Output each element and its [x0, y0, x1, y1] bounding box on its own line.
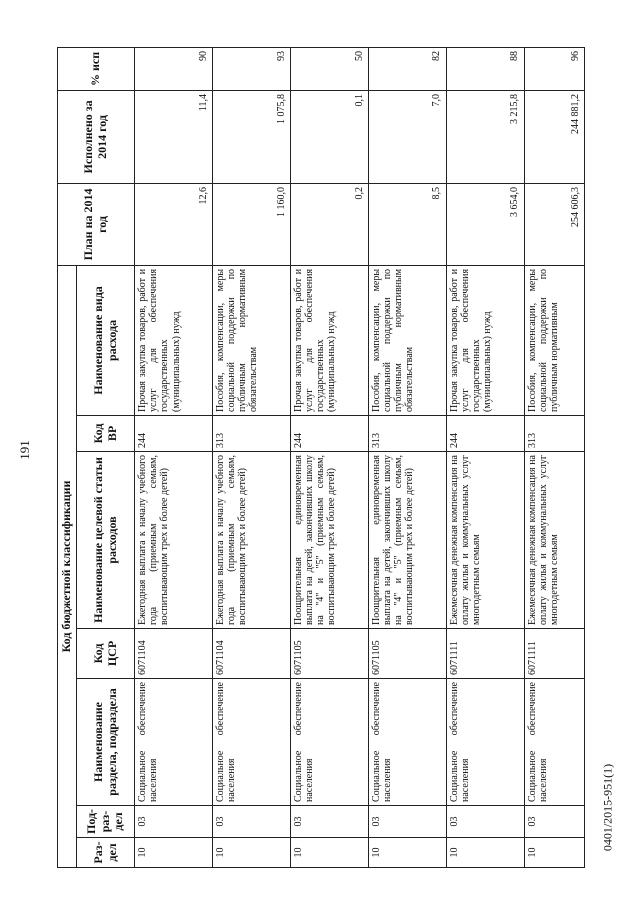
header-kod-csr: Код ЦСР — [77, 629, 135, 679]
cell-naim-razdela: Социальное обеспечение населения — [446, 679, 524, 806]
cell-kod-vr: 313 — [212, 416, 290, 452]
table-row — [446, 47, 524, 867]
header-naim-vr: Наименование вида расхода — [77, 265, 135, 415]
cell-naim-vr: Прочая закупка товаров, работ и услуг для обеспечения государственных (муниципальных) нужд — [446, 265, 524, 415]
cell-kod-csr: 6071105 — [290, 629, 368, 679]
cell-naim-csr: Поощрительная единовременная выплата на детей, закончивших школу на "4" и "5" (приемным семьям, воспитывающим трех и более детей) — [290, 452, 368, 629]
cell-pct: 82 — [368, 47, 446, 90]
cell-podrazdel: 03 — [212, 806, 290, 838]
cell-plan: 254 606,3 — [524, 183, 584, 265]
cell-podrazdel: 03 — [446, 806, 524, 838]
cell-plan: 8,5 — [368, 183, 446, 265]
cell-naim-vr: Прочая закупка товаров, работ и услуг для обеспечения государственных (муниципальных) нужд — [290, 265, 368, 415]
cell-kod-vr: 244 — [290, 416, 368, 452]
cell-ispolneno: 0,1 — [290, 90, 368, 183]
header-podrazdel: Под-раз-дел — [77, 806, 135, 838]
header-ispolneno: Исполнено за 2014 год — [58, 90, 135, 183]
cell-razdel: 10 — [446, 838, 524, 868]
cell-kod-csr: 6071111 — [446, 629, 524, 679]
cell-kod-csr: 6071111 — [524, 629, 584, 679]
table-row — [524, 47, 584, 867]
cell-ispolneno: 1 075,8 — [212, 90, 290, 183]
cell-naim-csr: Ежемесячная денежная компенсация на оплату жилья и коммунальных услуг многодетным семьям — [446, 452, 524, 629]
group-header: Код бюджетной классификации — [58, 265, 77, 867]
cell-plan: 12,6 — [135, 183, 213, 265]
cell-naim-razdela: Социальное обеспечение населения — [135, 679, 213, 806]
cell-podrazdel: 03 — [524, 806, 584, 838]
cell-razdel: 10 — [368, 838, 446, 868]
cell-naim-vr: Пособия, компенсации, меры социальной поддержки по публичным нормативным обязательствам — [212, 265, 290, 415]
table-row — [368, 47, 446, 867]
cell-ispolneno: 3 215,8 — [446, 90, 524, 183]
cell-naim-csr: Ежемесячная денежная компенсация на оплату жилья и коммунальных услуг многодетным семьям — [524, 452, 584, 629]
cell-naim-vr: Пособия, компенсации, меры социальной поддержки по публичным нормативным обязательствам — [368, 265, 446, 415]
cell-plan: 0,2 — [290, 183, 368, 265]
cell-kod-vr: 313 — [368, 416, 446, 452]
page-number: 191 — [17, 440, 32, 460]
cell-razdel: 10 — [524, 838, 584, 868]
cell-naim-csr: Поощрительная единовременная выплата на детей, закончивших школу на "4" и "5" (приемным семьям, воспитывающим трех и более детей) — [368, 452, 446, 629]
cell-kod-csr: 6071105 — [368, 629, 446, 679]
budget-classification-table — [57, 47, 585, 868]
cell-naim-razdela: Социальное обеспечение населения — [290, 679, 368, 806]
cell-ispolneno: 11,4 — [135, 90, 213, 183]
cell-podrazdel: 03 — [135, 806, 213, 838]
cell-plan: 3 654,0 — [446, 183, 524, 265]
cell-naim-vr: Пособия, компенсации, меры социальной поддержки по публичным нормативным — [524, 265, 584, 415]
table-row — [135, 47, 213, 867]
cell-ispolneno: 244 881,2 — [524, 90, 584, 183]
cell-naim-csr: Ежегодная выплата к началу учебного года (приемным семьям, воспитывающим трех и более детей) — [135, 452, 213, 629]
cell-ispolneno: 7,0 — [368, 90, 446, 183]
header-naim-csr: Наименование целевой статьи расходов — [77, 452, 135, 629]
header-naim-razdela: Наименование раздела, подраздела — [77, 679, 135, 806]
cell-pct: 96 — [524, 47, 584, 90]
cell-naim-vr: Прочая закупка товаров, работ и услуг для обеспечения государственных (муниципальных) нужд — [135, 265, 213, 415]
cell-pct: 90 — [135, 47, 213, 90]
header-kod-vr: Код ВР — [77, 416, 135, 452]
cell-kod-vr: 313 — [524, 416, 584, 452]
cell-kod-vr: 244 — [446, 416, 524, 452]
cell-podrazdel: 03 — [290, 806, 368, 838]
header-pct: % исп — [58, 47, 135, 90]
cell-pct: 88 — [446, 47, 524, 90]
budget-table-frame — [57, 48, 585, 868]
cell-razdel: 10 — [212, 838, 290, 868]
cell-razdel: 10 — [290, 838, 368, 868]
cell-podrazdel: 03 — [368, 806, 446, 838]
cell-naim-razdela: Социальное обеспечение населения — [524, 679, 584, 806]
cell-kod-csr: 6071104 — [135, 629, 213, 679]
cell-pct: 50 — [290, 47, 368, 90]
cell-naim-razdela: Социальное обеспечение населения — [212, 679, 290, 806]
document-number: 0401/2015-951(1) — [600, 763, 615, 852]
table-row — [212, 47, 290, 867]
cell-naim-razdela: Социальное обеспечение населения — [368, 679, 446, 806]
cell-pct: 93 — [212, 47, 290, 90]
cell-kod-csr: 6071104 — [212, 629, 290, 679]
header-plan: План на 2014 год — [58, 183, 135, 265]
cell-razdel: 10 — [135, 838, 213, 868]
cell-kod-vr: 244 — [135, 416, 213, 452]
cell-naim-csr: Ежегодная выплата к началу учебного года (приемным семьям, воспитывающим трех и более детей) — [212, 452, 290, 629]
table-row — [290, 47, 368, 867]
header-razdel: Раз-дел — [77, 838, 135, 868]
cell-plan: 1 160,0 — [212, 183, 290, 265]
